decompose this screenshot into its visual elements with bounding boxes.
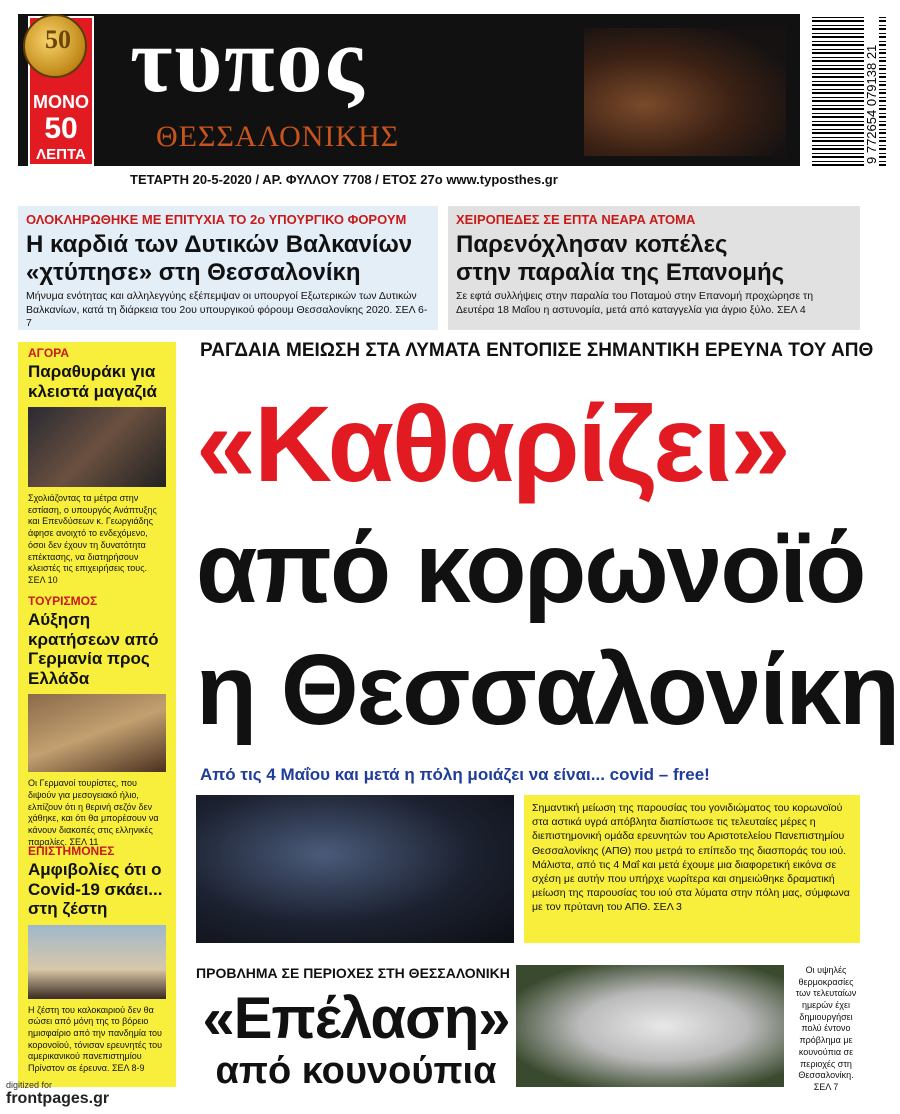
digitized-label: digitized for <box>6 1080 53 1090</box>
bottom-headline-line2: από κουνούπια <box>215 1050 497 1092</box>
dateline: ΤΕΤΑΡΤΗ 20-5-2020 / ΑΡ. ΦΥΛΛΟΥ 7708 / ΕΤΟΣ 27ο www.typosthes.gr <box>130 172 558 187</box>
coin-value: 50 <box>45 25 71 54</box>
story-text: Σε εφτά συλλήψεις στην παραλία του Ποταμού στην Επανομή προχώρησε τη Δευτέρα 18 Μαΐου η αστυνομία, μετά από καταγγελία για άγριο ξύλο. ΣΕΛ 4 <box>456 290 814 316</box>
main-deck: Από τις 4 Μαΐου και μετά η πόλη μοιάζει να είναι... covid – free! <box>200 765 710 784</box>
sidebar-text: Η ζέστη του καλοκαιριού δεν θα σώσει από μόνη της το βόρειο ημισφαίριο από την πανδημία του κορονοϊού, τόνισαν ερευνητές του αμερικανικού πανεπιστημίου Πρίνστον σε έρευνα. ΣΕΛ 8-9 <box>28 1004 163 1074</box>
sidebar-headline: Παραθυράκι για κλειστά μαγαζιά <box>28 362 157 401</box>
barcode-number: 9 772654 079138 21 <box>864 14 879 166</box>
bottom-headline-line1: «Επέλαση» <box>202 986 510 1051</box>
newspaper-subtitle: ΘΕΣΣΑΛΟΝΙΚΗΣ <box>156 120 400 153</box>
story-headline-line1: Η καρδιά των Δυτικών Βαλκανίων <box>26 231 413 258</box>
bottom-photo <box>516 965 784 1087</box>
masthead-photo <box>584 28 786 156</box>
main-headline-line2: από κορωνοϊό <box>196 512 865 624</box>
price-unit: ΛΕΠΤΑ <box>36 146 86 163</box>
site-credit[interactable]: frontpages.gr <box>6 1090 110 1107</box>
main-headline-red: «Καθαρίζει» <box>196 383 789 504</box>
bottom-text: Οι υψηλές θερμοκρασίες των τελευταίων ημερών έχει δημιουργήσει πολύ έντονο πρόβλημα με κουνούπια σε περιοχές στη Θεσσαλονίκη. ΣΕΛ 7 <box>795 965 857 1092</box>
main-kicker: ΡΑΓΔΑΙΑ ΜΕΙΩΣΗ ΣΤΑ ΛΥΜΑΤΑ ΕΝΤΟΠΙΣΕ ΣΗΜΑΝΤΙΚΗ ΕΡΕΥΝΑ ΤΟΥ ΑΠΘ <box>200 340 874 361</box>
sidebar-photo <box>28 407 166 487</box>
sidebar-story <box>18 840 176 1079</box>
sidebar-kicker: ΤΟΥΡΙΣΜΟΣ <box>28 594 98 608</box>
story-kicker: ΧΕΙΡΟΠΕΔΕΣ ΣΕ ΕΠΤΑ ΝΕΑΡΑ ΑΤΟΜΑ <box>456 212 696 227</box>
main-headline-line3: η Θεσσαλονίκη <box>196 634 899 746</box>
top-right-story <box>448 206 860 330</box>
story-headline-line2: «χτύπησε» στη Θεσσαλονίκη <box>26 258 361 286</box>
story-kicker: ΟΛΟΚΛΗΡΩΘΗΚΕ ΜΕ ΕΠΙΤΥΧΙΑ ΤΟ 2ο ΥΠΟΥΡΓΙΚΟ ΦΟΡΟΥΜ <box>26 212 407 227</box>
sidebar-photo <box>28 694 166 772</box>
sidebar-story <box>18 590 176 847</box>
story-headline-line1: Παρενόχλησαν κοπέλες <box>456 231 728 258</box>
main-photo <box>196 795 514 943</box>
sidebar-text: Οι Γερμανοί τουρίστες, που διψούν για μεσογειακό ήλιο, ελπίζουν ότι η θερινή σεζόν δεν χάθηκε, και ότι θα μπορέσουν να κάνουν διακοπές στις ελληνικές παραλίες. ΣΕΛ 11 <box>28 778 159 847</box>
story-headline-line2: στην παραλία της Επανομής <box>456 258 785 286</box>
sidebar-kicker: ΑΓΟΡΑ <box>28 346 69 360</box>
sidebar-headline: Αμφιβολίες ότι ο Covid-19 σκάει... στη ζέστη <box>28 860 163 919</box>
newspaper-logo: τυπος <box>130 9 366 111</box>
bottom-kicker: ΠΡΟΒΛΗΜΑ ΣΕ ΠΕΡΙΟΧΕΣ ΣΤΗ ΘΕΣΣΑΛΟΝΙΚΗ <box>196 965 510 981</box>
sidebar-headline: Αύξηση κρατήσεων από Γερμανία προς Ελλάδα <box>28 610 159 688</box>
price-value: 50 <box>44 112 78 145</box>
sidebar <box>18 342 176 1087</box>
sidebar-text: Σχολιάζοντας τα μέτρα στην εστίαση, ο υπουργός Ανάπτυξης και Επενδύσεων κ. Γεωργιάδης άφησε ανοιχτό το ενδεχόμενο, όσοι δεν έχουν τη δυνατότητα επέκτασης, να διατηρήσουν κλειστές τις επιχειρήσεις τους. ΣΕΛ 10 <box>28 493 157 585</box>
main-body-text: Σημαντική μείωση της παρουσίας του γονιδιώματος του κορωνοϊού στα αστικά υγρά απόβλητα διαπίστωσε τις τελευταίες μέρες η διεπιστημονική ομάδα ερευνητών του Αριστοτελείου Πανεπιστημίου Θεσσαλονίκης (ΑΠΘ) που μετρά το επίπεδο της διασποράς του ιού. Μάλιστα, από τις 4 Μαΐ και μετά έχουμε μια διαφορετική εικόνα σε σχέση με αυτήν που υπήρχε νωρίτερα και σημειώθηκε δραματική μείωση της παρουσίας του ιού στα λύματα στην πόλη μας, σύμφωνα με τον πρύτανη του ΑΠΘ. ΣΕΛ 3 <box>524 795 860 943</box>
top-left-story <box>18 206 438 330</box>
sidebar-photo <box>28 925 166 999</box>
story-text: Μήνυμα ενότητας και αλληλεγγύης εξέπεμψαν οι υπουργοί Εξωτερικών των Δυτικών Βαλκανίων, κατά τη διάρκεια του 2ου υπουργικού φόρουμ Θεσσαλονίκης 2020. ΣΕΛ 6-7 <box>26 290 428 330</box>
sidebar-kicker: ΕΠΙΣΤΗΜΟΝΕΣ <box>28 844 115 858</box>
sidebar-story <box>18 342 176 590</box>
price-label: ΜΟΝΟ <box>33 92 89 112</box>
